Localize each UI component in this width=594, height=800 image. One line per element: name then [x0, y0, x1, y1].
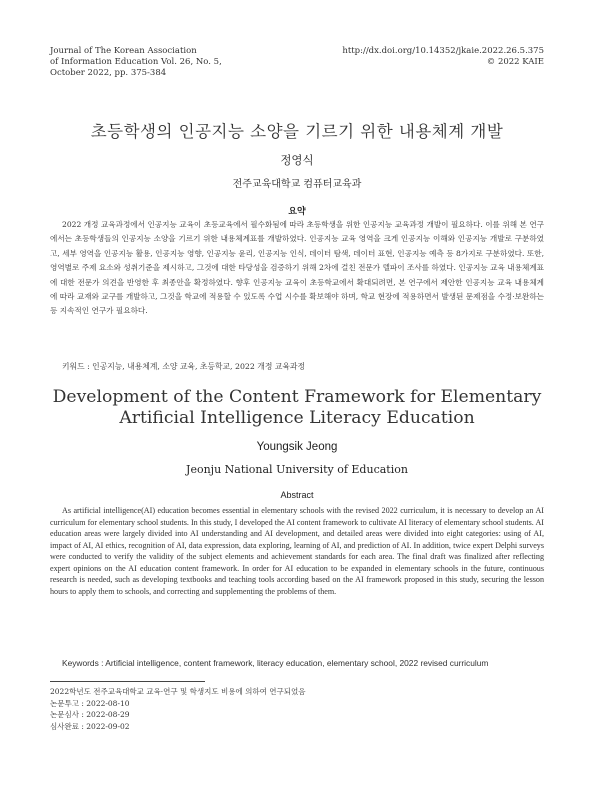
english-affiliation: Jeonju National University of Education — [186, 463, 408, 476]
english-abstract-heading: Abstract — [280, 490, 314, 500]
english-keywords: Keywords : Artificial intelligence, content framework, literacy education, elementary school, 2022 revised curriculum — [62, 658, 489, 668]
footnote-reviewed: 논문심사 : 2022-08-29 — [50, 710, 130, 720]
korean-affiliation: 전주교육대학교 컴퓨터교육과 — [232, 179, 362, 190]
english-abstract: As artificial intelligence(AI) education becomes essential in elementary schools with the revised 2022 curriculum, it is necessary to develop an AI curriculum for elementary school students. In this study, I developed the AI content framework to cultivate AI literacy of elementary school students. AI education areas were largely divided into AI understanding and AI development, and detailed areas were divided into eight categories: using of AI, impact of AI, AI ethics, recognition of AI, data expression, data exploring, learning of AI, and prediction of AI. In addition, twice expert Delphi surveys were conducted to verify the validity of the subject elements and achievement standards for each area. The final draft was finalized after reflecting expert opinions on the AI education content framework. In order for AI education to be expanded in elementary schools in the future, continuous research is needed, such as developing textbooks and teaching tools according based on the AI framework proposed in this study, securing the lesson hours to apply them to schools, and correcting and supplementing the problems of them. — [50, 506, 544, 596]
english-title-line-1: Development of the Content Framework for Elementary — [52, 387, 542, 407]
english-author: Youngsik Jeong — [256, 441, 338, 453]
journal-line-1: Journal of The Korean Association — [50, 46, 197, 56]
journal-line-3: October 2022, pp. 375-384 — [50, 68, 167, 78]
journal-line-2: of Information Education Vol. 26, No. 5, — [50, 57, 222, 67]
footnote-rule — [50, 681, 205, 682]
english-title — [0, 387, 594, 429]
footnote-accepted: 심사완료 : 2022-09-02 — [50, 721, 130, 731]
doi-info — [342, 46, 544, 68]
korean-abstract: 2022 개정 교육과정에서 인공지능 교육이 초등교육에서 필수화됨에 따라 초등학생을 위한 인공지능 교육과정 개발이 필요하다. 이를 위해 본 연구에서는 초등학생들의 인공지능 소양을 기르기 위한 내용체계표를 개발하였다. 인공지능 교육 영역을 크게 인공지능 이해와 인공지능 개발로 구분하였고, 세부 영역을 인공지능 활용, 인공지능 영향, 인공지능 윤리, 인공지능 인식, 데이터 탐색, 데이터 표현, 인공지능 예측 등 8가지로 구분하였다. 또한, 영역별로 주제 요소와 성취기준을 제시하고, 그것에 대한 타당성을 검증하기 위해 2차에 걸친 전문가 델파이 조사를 하였다. 인공지능 교육 내용체계표에 대한 전문가 의견을 반영한 후 최종안을 확정하였다. 향후 인공지능 교육이 초등학교에서 확대되려면, 본 연구에서 제안한 인공지능 교육 내용체계에 따라 교재와 교구를 개발하고, 그것을 학교에 적용할 수 있도록 수업 시수를 확보해야 하며, 학교 현장에 적용하면서 발생된 문제점을 수정·보완하는 등 지속적인 연구가 필요하다. — [50, 220, 544, 316]
korean-author: 정영식 — [280, 153, 314, 167]
korean-keywords: 키워드 : 인공지능, 내용체계, 소양 교육, 초등학교, 2022 개정 교육과정 — [62, 362, 305, 371]
footnote — [50, 686, 306, 732]
footnote-funding: 2022학년도 전주교육대학교 교육·연구 및 학생지도 비용에 의하여 연구되었음 — [50, 687, 306, 696]
korean-abstract-heading: 요약 — [288, 207, 306, 217]
korean-title: 초등학생의 인공지능 소양을 기르기 위한 내용체계 개발 — [90, 122, 504, 141]
footnote-submitted: 논문투고 : 2022-08-10 — [50, 698, 130, 708]
english-title-line-2: Artificial Intelligence Literacy Education — [119, 408, 475, 428]
copyright: © 2022 KAIE — [486, 57, 544, 67]
journal-info — [50, 46, 222, 79]
doi-link[interactable]: http://dx.doi.org/10.14352/jkaie.2022.26.5.375 — [342, 46, 544, 56]
